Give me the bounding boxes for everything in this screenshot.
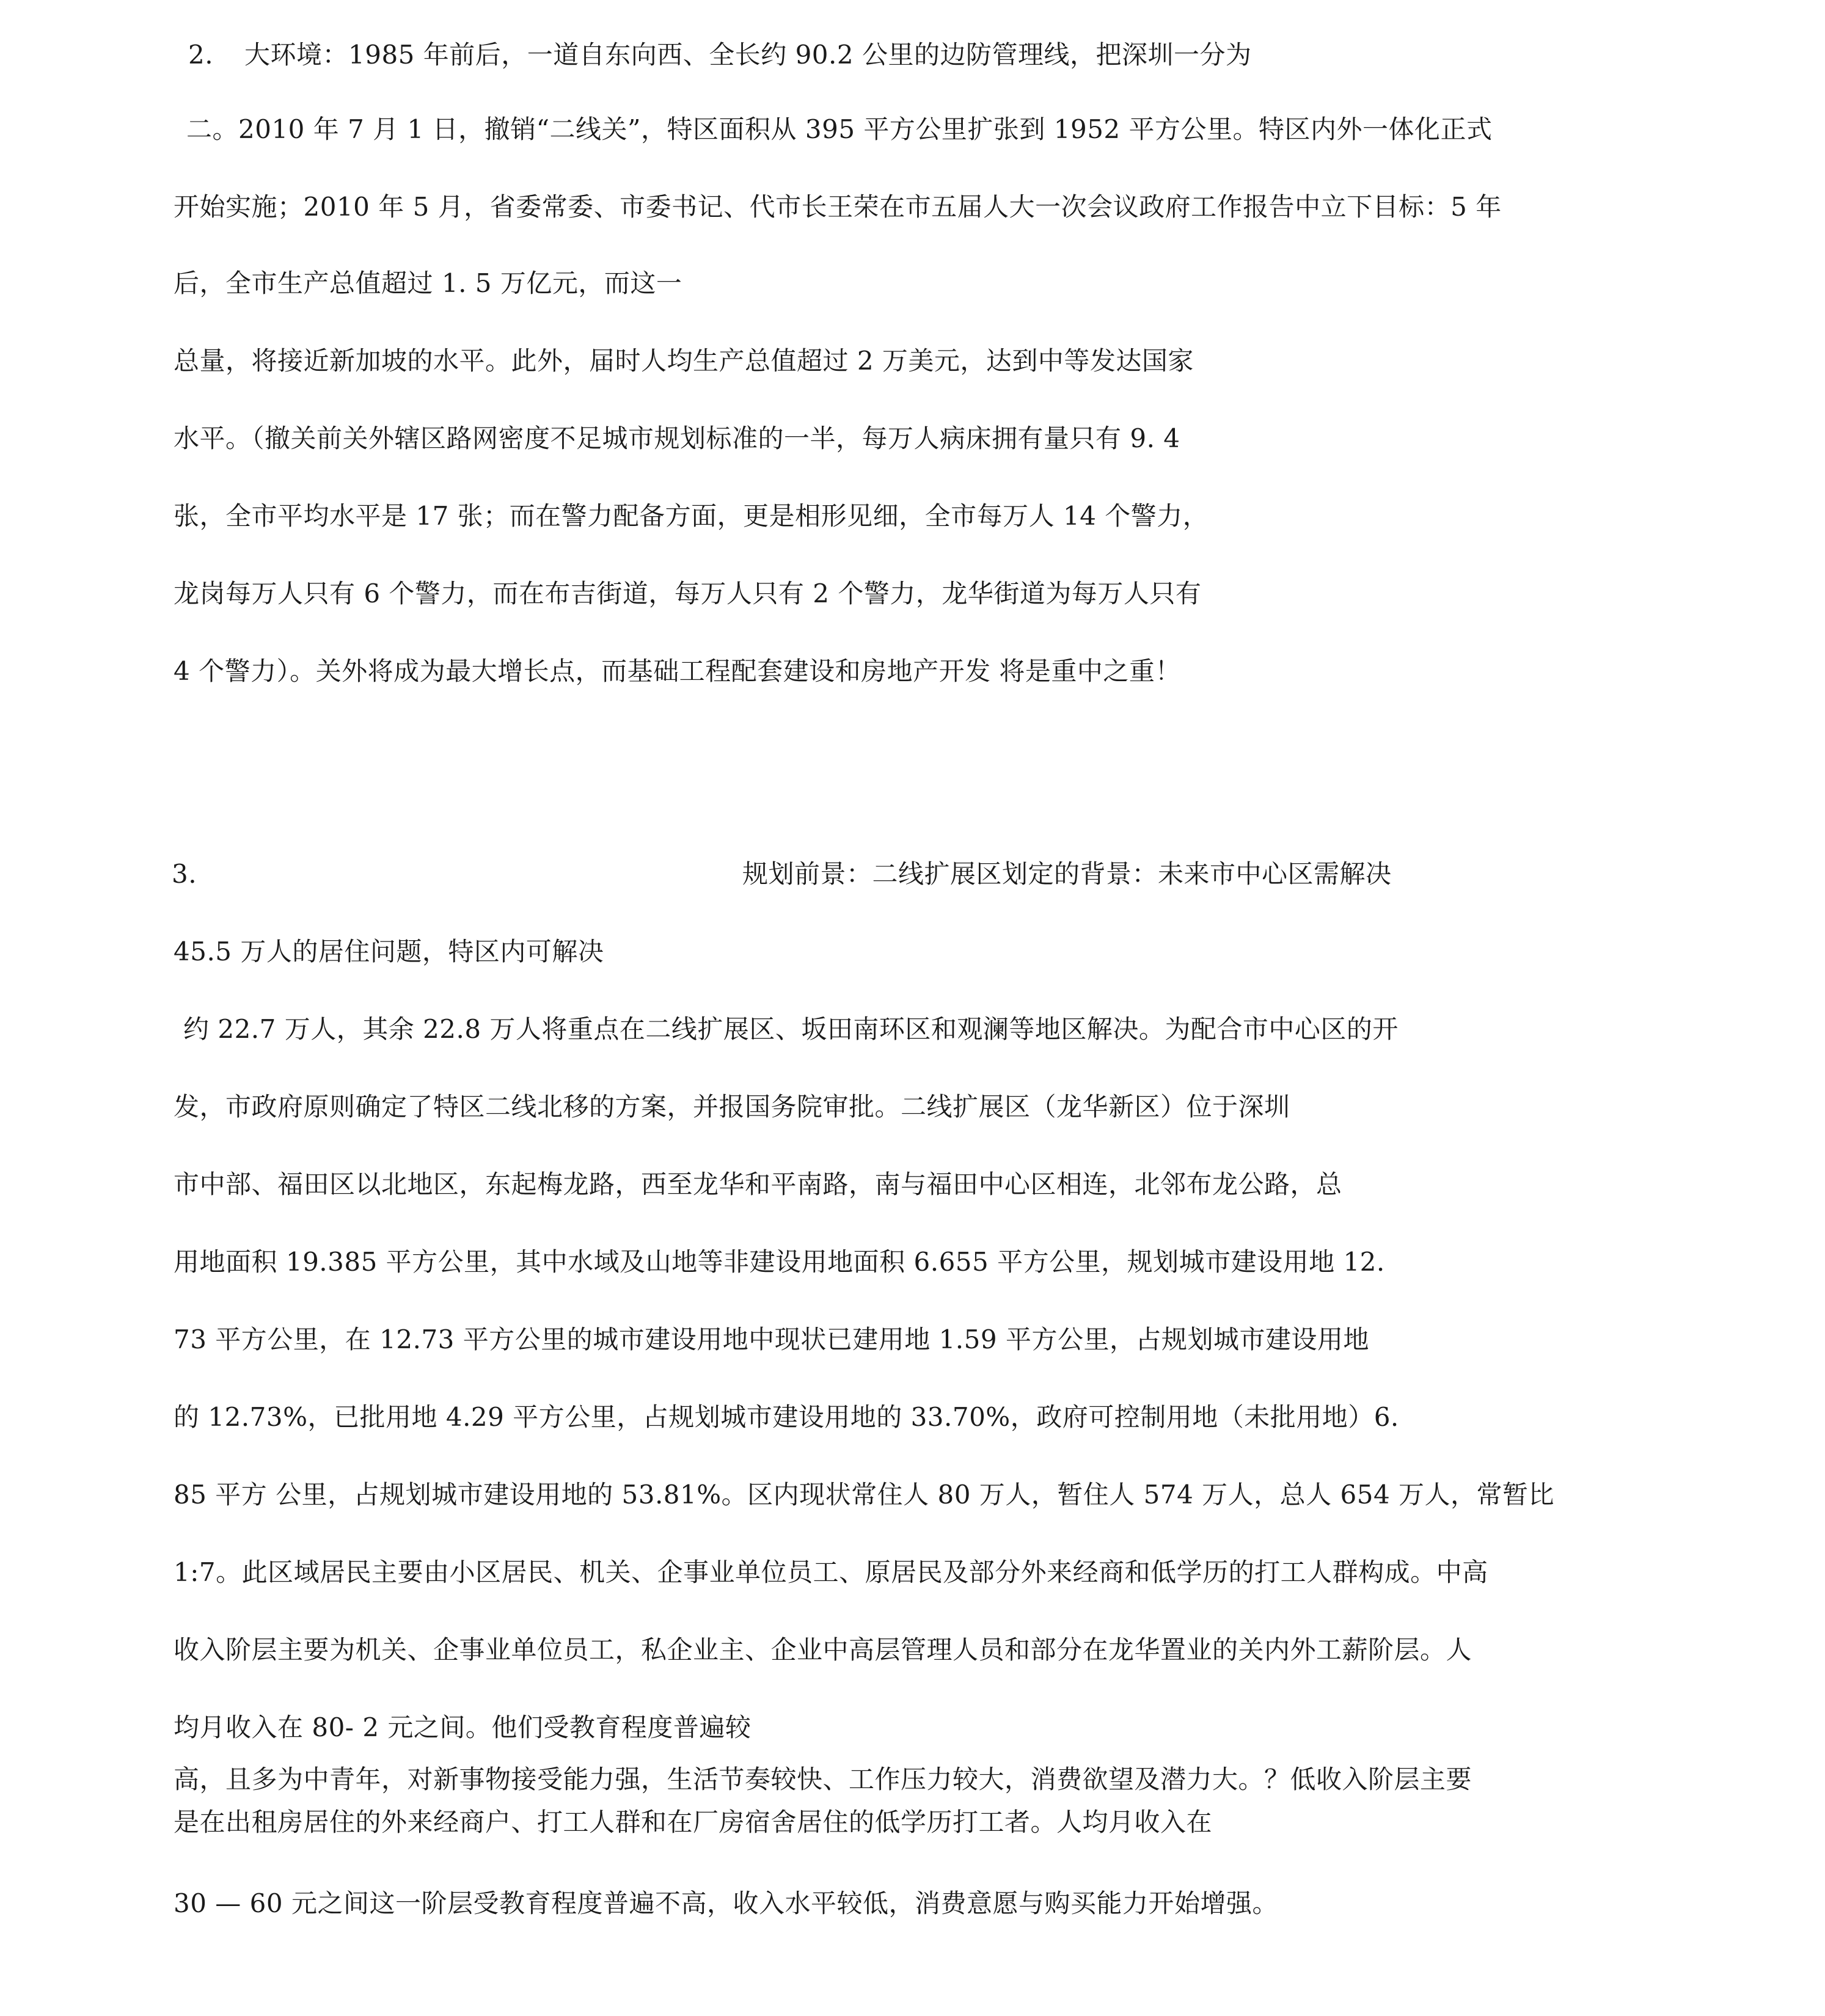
section-2-line-7: 张，全市平均水平是 17 张；而在警力配备方面，更是相形见细，全市每万人 14 个警力， (174, 501, 1209, 531)
section-2-line-5: 总量，将接近新加坡的水平。此外，届时人均生产总值超过 2 万美元，达到中等发达国家 (174, 346, 1194, 376)
section-3-line-9: 85 平方 公里，占规划城市建设用地的 53.81%。区内现状常住人 80 万人，暂住人 574 万人，总人 654 万人，常暂比 (174, 1480, 1555, 1510)
section-3-line-11: 收入阶层主要为机关、企事业单位员工，私企业主、企业中高层管理人员和部分在龙华置业的关内外工薪阶层。人 (174, 1635, 1472, 1665)
section-2-line-1: 大环境：1985 年前后，一道自东向西、全长约 90.2 公里的边防管理线，把深圳一分为 (244, 40, 1252, 70)
section-3-number: 3. (172, 859, 197, 889)
section-2-number: 2. (188, 40, 214, 70)
section-3-line-15: 30 — 60 元之间这一阶层受教育程度普遍不高，收入水平较低，消费意愿与购买能力开始增强。 (174, 1888, 1278, 1918)
section-2-line-3: 开始实施；2010 年 5 月，省委常委、市委书记、代市长王荣在市五届人大一次会议政府工作报告中立下目标：5 年 (174, 192, 1502, 222)
section-3-line-13: 高，且多为中青年，对新事物接受能力强，生活节奏较快、工作压力较大，消费欲望及潜力大。？低收入阶层主要 (174, 1764, 1472, 1794)
section-3-line-2: 45.5 万人的居住问题，特区内可解决 (174, 937, 604, 966)
section-3-line-1: 规划前景：二线扩展区划定的背景：未来市中心区需解决 (742, 859, 1392, 889)
section-2-line-6: 水平。（撤关前关外辖区路网密度不足城市规划标准的一半，每万人病床拥有量只有 9. 4 (174, 423, 1180, 453)
section-3-line-3: 约 22.7 万人，其余 22.8 万人将重点在二线扩展区、坂田南环区和观澜等地区解决。为配合市中心区的开 (183, 1014, 1399, 1044)
section-3-line-6: 用地面积 19.385 平方公里，其中水域及山地等非建设用地面积 6.655 平方公里，规划城市建设用地 12. (174, 1247, 1385, 1277)
section-3-line-12: 均月收入在 80- 2 元之间。他们受教育程度普遍较 (174, 1712, 752, 1742)
section-3-line-8: 的 12.73%，已批用地 4.29 平方公里，占规划城市建设用地的 33.70%，政府可控制用地（未批用地）6. (174, 1402, 1399, 1432)
section-3-line-7: 73 平方公里，在 12.73 平方公里的城市建设用地中现状已建用地 1.59 平方公里，占规划城市建设用地 (174, 1324, 1369, 1354)
section-3-line-4: 发，市政府原则确定了特区二线北移的方案，并报国务院审批。二线扩展区（龙华新区）位于深圳 (174, 1092, 1290, 1122)
section-2-line-2: 二。2010 年 7 月 1 日，撤销“二线关”，特区面积从 395 平方公里扩张到 1952 平方公里。特区内外一体化正式 (186, 114, 1493, 144)
section-2-line-4: 后，全市生产总值超过 1. 5 万亿元，而这一 (174, 268, 682, 298)
section-3-line-5: 市中部、福田区以北地区，东起梅龙路，西至龙华和平南路，南与福田中心区相连，北邻布龙公路，总 (174, 1169, 1342, 1199)
section-2-line-8: 龙岗每万人只有 6 个警力，而在布吉街道，每万人只有 2 个警力，龙华街道为每万人只有 (174, 579, 1202, 608)
section-2-line-9: 4 个警力）。关外将成为最大增长点，而基础工程配套建设和房地产开发 将是重中之重！ (174, 656, 1181, 686)
section-3-line-14: 是在出租房居住的外来经商户、打工人群和在厂房宿舍居住的低学历打工者。人均月收入在 (174, 1807, 1213, 1837)
section-3-line-10: 1:7。此区域居民主要由小区居民、机关、企事业单位员工、原居民及部分外来经商和低学历的打工人群构成。中高 (174, 1557, 1488, 1587)
